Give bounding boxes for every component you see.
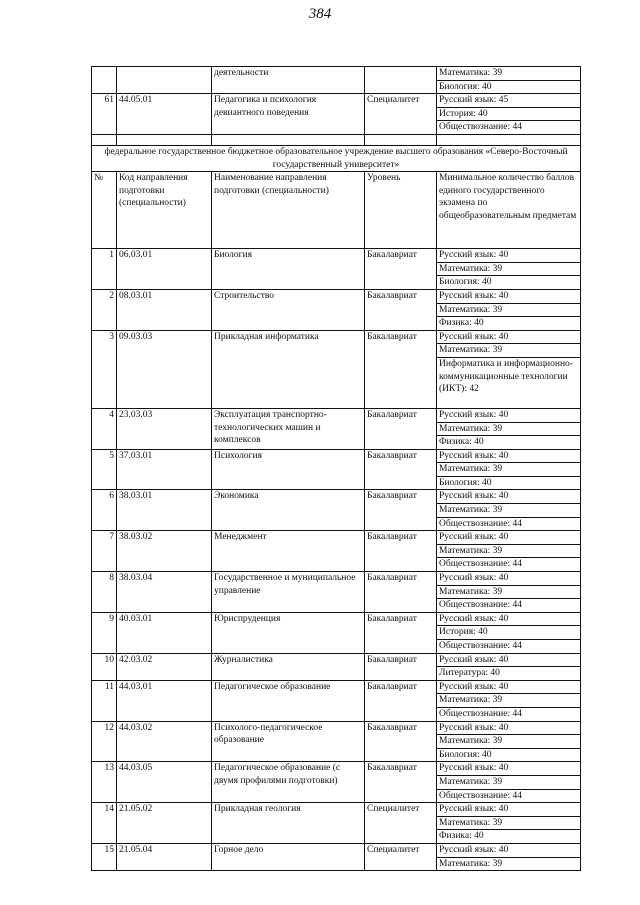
exam-subject-score: История: 40 bbox=[437, 626, 581, 640]
exam-subject-score: Русский язык: 40 bbox=[437, 843, 581, 857]
direction-name: Горное дело bbox=[212, 843, 365, 870]
table-row bbox=[92, 762, 581, 776]
table-row bbox=[92, 721, 581, 735]
page-number: 384 bbox=[308, 6, 332, 22]
header-min-score: Минимальное количество баллов единого государственного экзамена по общеобразовательным предметам bbox=[437, 172, 581, 249]
row-number: 10 bbox=[92, 653, 117, 680]
exam-subject-score: Русский язык: 40 bbox=[437, 531, 581, 545]
direction-name: Педагогика и психология девиантного поведения bbox=[212, 94, 365, 135]
exam-subject-score: Математика: 39 bbox=[437, 504, 581, 518]
exam-subject-score: История: 40 bbox=[437, 107, 581, 121]
direction-code: 09.03.03 bbox=[117, 330, 212, 408]
direction-name: Психология bbox=[212, 449, 365, 490]
exam-subject-score: Информатика и информационно-коммуникационные технологии (ИКТ): 42 bbox=[437, 357, 581, 408]
direction-name: Педагогическое образование bbox=[212, 680, 365, 721]
education-level: Специалитет bbox=[365, 94, 437, 135]
empty-cell bbox=[437, 134, 581, 145]
table-row bbox=[92, 680, 581, 694]
exam-subject-score: Математика: 39 bbox=[437, 735, 581, 749]
row-number: 5 bbox=[92, 449, 117, 490]
table-header bbox=[92, 172, 581, 249]
exam-subject-score: Русский язык: 40 bbox=[437, 490, 581, 504]
exam-subject-score: Биология: 40 bbox=[437, 80, 581, 94]
row-number bbox=[92, 67, 117, 94]
exam-subject-score: Русский язык: 40 bbox=[437, 612, 581, 626]
direction-code: 40.03.01 bbox=[117, 612, 212, 653]
exam-subject-score: Биология: 40 bbox=[437, 748, 581, 762]
exam-subject-score: Биология: 40 bbox=[437, 276, 581, 290]
row-number: 4 bbox=[92, 408, 117, 449]
exam-subject-score: Математика: 39 bbox=[437, 816, 581, 830]
education-level: Бакалавриат bbox=[365, 531, 437, 572]
admission-scores-table bbox=[91, 66, 581, 871]
direction-name: Биология bbox=[212, 249, 365, 290]
direction-code: 21.05.02 bbox=[117, 803, 212, 844]
table-row bbox=[92, 843, 581, 857]
education-level: Специалитет bbox=[365, 803, 437, 844]
table-row bbox=[92, 249, 581, 263]
empty-cell bbox=[365, 134, 437, 145]
direction-name: Юриспруденция bbox=[212, 612, 365, 653]
exam-subject-score: Математика: 39 bbox=[437, 857, 581, 871]
exam-subject-score: Русский язык: 40 bbox=[437, 289, 581, 303]
table-row bbox=[92, 531, 581, 545]
exam-subject-score: Математика: 39 bbox=[437, 67, 581, 81]
direction-name: Прикладная информатика bbox=[212, 330, 365, 408]
direction-name: Педагогическое образование (с двумя профилями подготовки) bbox=[212, 762, 365, 803]
direction-name: Психолого-педагогическое образование bbox=[212, 721, 365, 762]
table-row bbox=[92, 572, 581, 586]
education-level: Бакалавриат bbox=[365, 680, 437, 721]
direction-name: деятельности bbox=[212, 67, 365, 94]
table-row bbox=[92, 653, 581, 667]
direction-name: Строительство bbox=[212, 289, 365, 330]
table-row bbox=[92, 289, 581, 303]
row-number: 8 bbox=[92, 572, 117, 613]
table-row bbox=[92, 408, 581, 422]
exam-subject-score: Биология: 40 bbox=[437, 476, 581, 490]
direction-code: 38.03.04 bbox=[117, 572, 212, 613]
exam-subject-score: Русский язык: 40 bbox=[437, 721, 581, 735]
exam-subject-score: Русский язык: 40 bbox=[437, 762, 581, 776]
education-level: Бакалавриат bbox=[365, 249, 437, 290]
direction-code: 37.03.01 bbox=[117, 449, 212, 490]
education-level: Бакалавриат bbox=[365, 408, 437, 449]
direction-code: 23.03.03 bbox=[117, 408, 212, 449]
exam-subject-score: Русский язык: 40 bbox=[437, 449, 581, 463]
exam-subject-score: Обществознание: 44 bbox=[437, 517, 581, 531]
direction-name: Менеджмент bbox=[212, 531, 365, 572]
table-row bbox=[92, 330, 581, 344]
direction-code: 21.05.04 bbox=[117, 843, 212, 870]
exam-subject-score: Математика: 39 bbox=[437, 262, 581, 276]
direction-code: 44.03.02 bbox=[117, 721, 212, 762]
table-row bbox=[92, 94, 581, 108]
direction-name: Государственное и муниципальное управление bbox=[212, 572, 365, 613]
direction-name: Экономика bbox=[212, 490, 365, 531]
exam-subject-score: Математика: 39 bbox=[437, 422, 581, 436]
table-row bbox=[92, 449, 581, 463]
direction-code bbox=[117, 67, 212, 94]
table-row bbox=[92, 612, 581, 626]
exam-subject-score: Математика: 39 bbox=[437, 344, 581, 358]
row-number: 15 bbox=[92, 843, 117, 870]
organization-row bbox=[92, 145, 581, 171]
exam-subject-score: Физика: 40 bbox=[437, 436, 581, 450]
exam-subject-score: Обществознание: 44 bbox=[437, 599, 581, 613]
education-level bbox=[365, 67, 437, 94]
education-level: Бакалавриат bbox=[365, 289, 437, 330]
exam-subject-score: Физика: 40 bbox=[437, 830, 581, 844]
header-name: Наименование направления подготовки (специальности) bbox=[212, 172, 365, 249]
education-level: Бакалавриат bbox=[365, 612, 437, 653]
header-num: № bbox=[92, 172, 117, 249]
direction-code: 44.05.01 bbox=[117, 94, 212, 135]
education-level: Бакалавриат bbox=[365, 721, 437, 762]
row-number: 11 bbox=[92, 680, 117, 721]
exam-subject-score: Математика: 39 bbox=[437, 544, 581, 558]
education-level: Бакалавриат bbox=[365, 449, 437, 490]
exam-subject-score: Русский язык: 40 bbox=[437, 803, 581, 817]
exam-subject-score: Русский язык: 45 bbox=[437, 94, 581, 108]
exam-subject-score: Математика: 39 bbox=[437, 303, 581, 317]
education-level: Специалитет bbox=[365, 843, 437, 870]
direction-code: 08.03.01 bbox=[117, 289, 212, 330]
header-level: Уровень bbox=[365, 172, 437, 249]
row-number: 2 bbox=[92, 289, 117, 330]
direction-name: Журналистика bbox=[212, 653, 365, 680]
exam-subject-score: Физика: 40 bbox=[437, 317, 581, 331]
exam-subject-score: Обществознание: 44 bbox=[437, 640, 581, 654]
row-number: 13 bbox=[92, 762, 117, 803]
direction-code: 38.03.01 bbox=[117, 490, 212, 531]
exam-subject-score: Обществознание: 44 bbox=[437, 558, 581, 572]
education-level: Бакалавриат bbox=[365, 762, 437, 803]
education-level: Бакалавриат bbox=[365, 330, 437, 408]
education-level: Бакалавриат bbox=[365, 490, 437, 531]
direction-name: Прикладная геология bbox=[212, 803, 365, 844]
table-row bbox=[92, 803, 581, 817]
exam-subject-score: Русский язык: 40 bbox=[437, 572, 581, 586]
exam-subject-score: Русский язык: 40 bbox=[437, 330, 581, 344]
row-number: 1 bbox=[92, 249, 117, 290]
exam-subject-score: Русский язык: 40 bbox=[437, 408, 581, 422]
header-code: Код направления подготовки (специальности) bbox=[117, 172, 212, 249]
row-number: 9 bbox=[92, 612, 117, 653]
table-row bbox=[92, 67, 581, 81]
exam-subject-score: Обществознание: 44 bbox=[437, 789, 581, 803]
exam-subject-score: Математика: 39 bbox=[437, 694, 581, 708]
education-level: Бакалавриат bbox=[365, 653, 437, 680]
row-number: 3 bbox=[92, 330, 117, 408]
empty-cell bbox=[117, 134, 212, 145]
exam-subject-score: Математика: 39 bbox=[437, 585, 581, 599]
direction-code: 44.03.01 bbox=[117, 680, 212, 721]
table-row bbox=[92, 490, 581, 504]
exam-subject-score: Литература: 40 bbox=[437, 667, 581, 681]
direction-code: 44.03.05 bbox=[117, 762, 212, 803]
organization-name: федеральное государственное бюджетное образовательное учреждение высшего образования «Северо-Восточный государственный университет» bbox=[92, 145, 581, 171]
row-number: 14 bbox=[92, 803, 117, 844]
exam-subject-score: Обществознание: 44 bbox=[437, 121, 581, 135]
direction-code: 42.03.02 bbox=[117, 653, 212, 680]
row-number: 6 bbox=[92, 490, 117, 531]
empty-cell bbox=[92, 134, 117, 145]
exam-subject-score: Математика: 39 bbox=[437, 775, 581, 789]
empty-cell bbox=[212, 134, 365, 145]
direction-code: 38.03.02 bbox=[117, 531, 212, 572]
direction-code: 06.03.01 bbox=[117, 249, 212, 290]
row-number: 7 bbox=[92, 531, 117, 572]
exam-subject-score: Русский язык: 40 bbox=[437, 680, 581, 694]
row-number: 61 bbox=[92, 94, 117, 135]
exam-subject-score: Русский язык: 40 bbox=[437, 653, 581, 667]
exam-subject-score: Математика: 39 bbox=[437, 463, 581, 477]
exam-subject-score: Обществознание: 44 bbox=[437, 707, 581, 721]
row-number: 12 bbox=[92, 721, 117, 762]
table-row bbox=[92, 134, 581, 145]
direction-name: Эксплуатация транспортно-технологических машин и комплексов bbox=[212, 408, 365, 449]
exam-subject-score: Русский язык: 40 bbox=[437, 249, 581, 263]
education-level: Бакалавриат bbox=[365, 572, 437, 613]
